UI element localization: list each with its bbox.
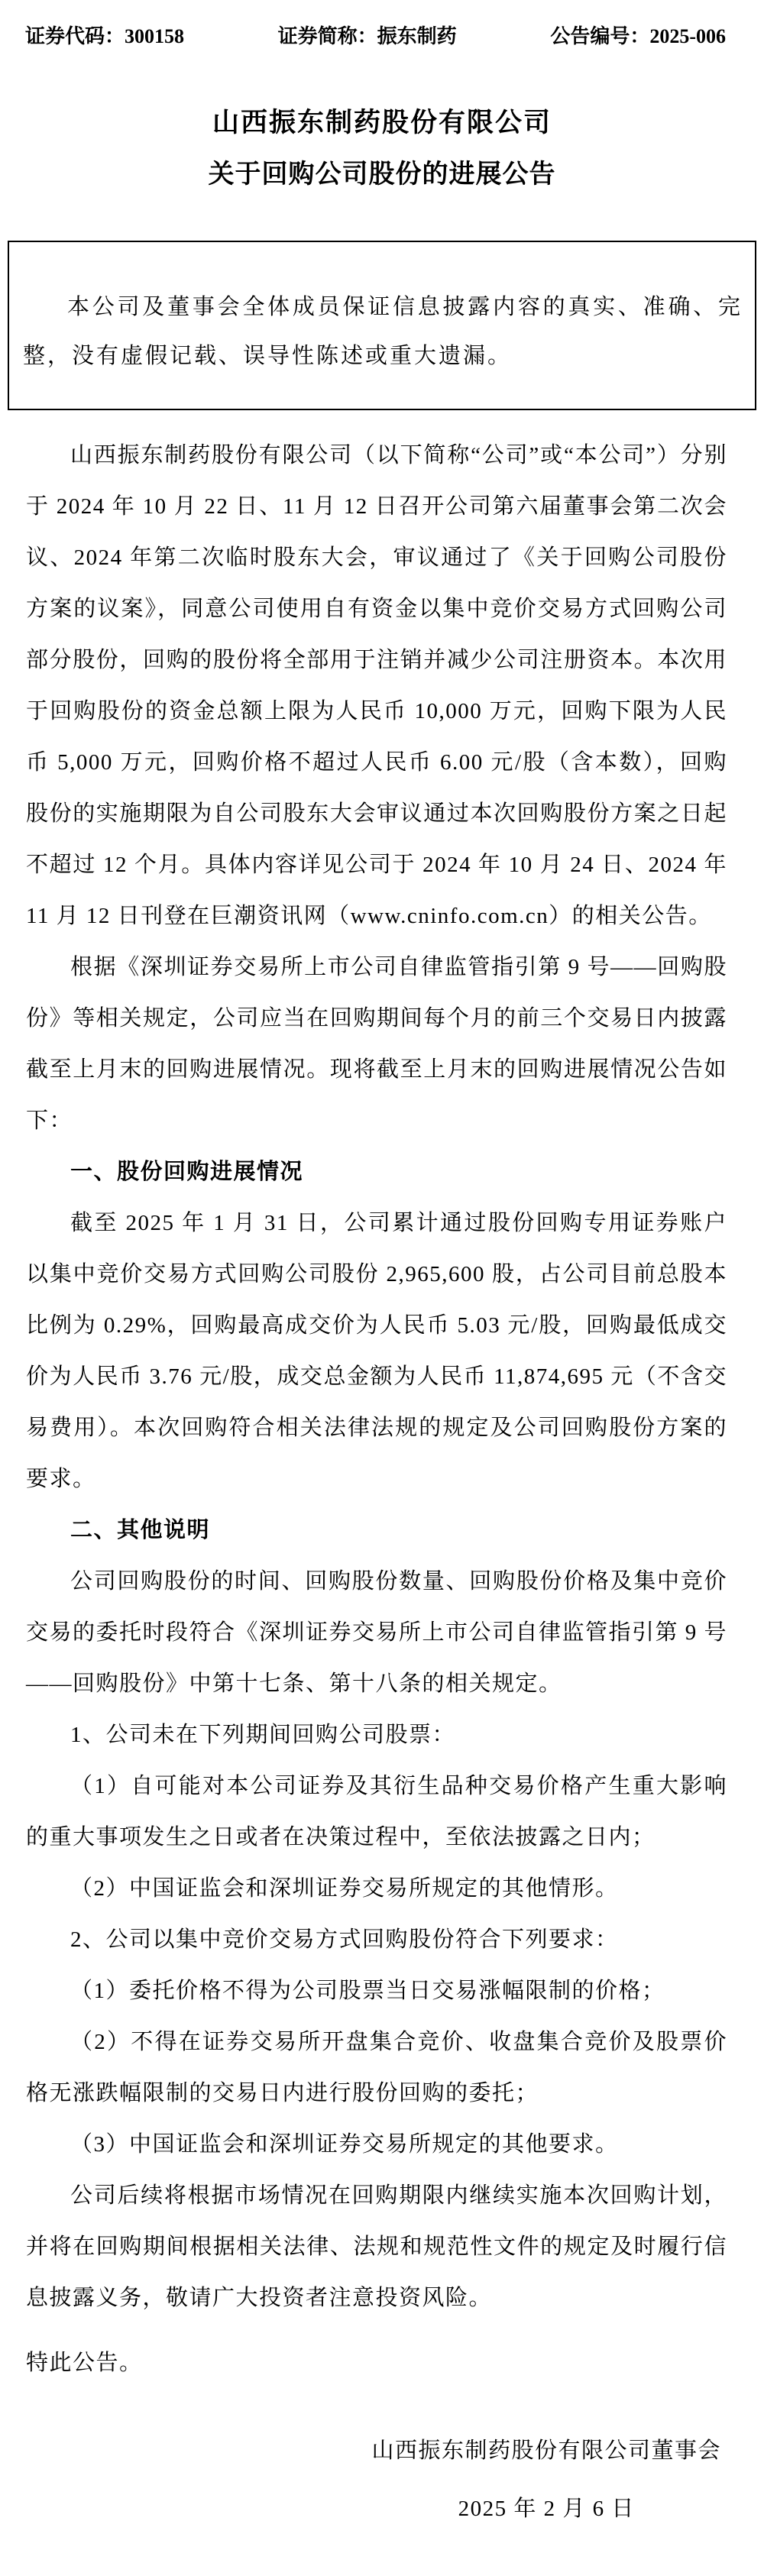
para-no-buyback-periods: 1、公司未在下列期间回购公司股票： — [70, 1723, 456, 1747]
section-heading-progress: 一、股份回购进展情况 — [70, 1160, 304, 1184]
para-bid-item-1: （1）委托价格不得为公司股票当日交易涨幅限制的价格； — [70, 1979, 665, 2003]
announcement-number: 公告编号：2025-006 — [550, 25, 726, 47]
document-body — [26, 430, 727, 2389]
para-future-plan: 公司后续将根据市场情况在回购期限内继续实施本次回购计划，并将在回购期间根据相关法律、法规和规范性文件的规定及时履行信息披露义务，敬请广大投资者注意投资风险。 — [26, 2183, 727, 2310]
para-bid-item-3: （3）中国证监会和深圳证券交易所规定的其他要求。 — [70, 2132, 619, 2157]
announcement-title: 关于回购公司股份的进展公告 — [208, 160, 556, 189]
para-buyback-approval: 山西振东制药股份有限公司（以下简称“公司”或“本公司”）分别于 2024 年 10 月 22 日、11 月 12 日召开公司第六届董事会第二次会议、2024 年第二次临时股东大会，审议通过了《关于回购公司股份方案的议案》，同意公司使用自有资金以集中竞价交易方式回购公司部分股份，回购的股份将全部用于注销并减少公司注册资本。本次用于回购股份的资金总额上限为人民币 10,000 万元，回购下限为人民币 5,000 万元，回购价格不超过人民币 6.00 元/股（含本数），回购股份的实施期限为自公司股东大会审议通过本次回购股份方案之日起不超过 12 个月。具体内容详见公司于 2024 年 10 月 24 日、2024 年 11 月 12 日刊登在巨潮资讯网（www.cninfo.com.cn）的相关公告。 — [26, 443, 727, 928]
stock-code: 证券代码：300158 — [25, 25, 185, 47]
company-title: 山西振东制药股份有限公司 — [212, 108, 552, 138]
para-buyback-progress: 截至 2025 年 1 月 31 日，公司累计通过股份回购专用证券账户以集中竞价交易方式回购公司股份 2,965,600 股，占公司目前总股本比例为 0.29%，回购最高成交价为人民币 5.03 元/股，回购最低成交价为人民币 3.76 元/股，成交总金额为人民币 11,874,695 元（不含交易费用）。本次回购符合相关法律法规的规定及公司回购股份方案的要求。 — [26, 1211, 727, 1491]
para-disclosure-rule: 根据《深圳证券交易所上市公司自律监管指引第 9 号——回购股份》等相关规定，公司应当在回购期间每个月的前三个交易日内披露截至上月末的回购进展情况。现将截至上月末的回购进展情况公告如下： — [26, 955, 727, 1133]
signature-company: 山西振东制药股份有限公司董事会 — [371, 2438, 721, 2463]
para-bid-requirements: 2、公司以集中竞价交易方式回购股份符合下列要求： — [70, 1927, 619, 1952]
document-header — [0, 0, 764, 47]
para-no-buyback-item-1: （1）自可能对本公司证券及其衍生品种交易价格产生重大影响的重大事项发生之日或者在决策过程中，至依法披露之日内； — [26, 1774, 727, 1849]
stock-name: 证券简称：振东制药 — [277, 25, 457, 47]
closing-statement: 特此公告。 — [26, 2351, 143, 2375]
signature-block — [371, 2438, 721, 2521]
disclaimer-text: 本公司及董事会全体成员保证信息披露内容的真实、准确、完整，没有虚假记载、误导性陈述或重大遗漏。 — [23, 295, 743, 368]
para-no-buyback-item-2: （2）中国证监会和深圳证券交易所规定的其他情形。 — [70, 1876, 619, 1901]
disclaimer-box — [8, 241, 756, 410]
para-compliance: 公司回购股份的时间、回购股份数量、回购股份价格及集中竞价交易的委托时段符合《深圳证券交易所上市公司自律监管指引第 9 号——回购股份》中第十七条、第十八条的相关规定。 — [26, 1569, 728, 1696]
para-bid-item-2: （2）不得在证券交易所开盘集合竞价、收盘集合竞价及股票价格无涨跌幅限制的交易日内进行股份回购的委托； — [26, 2030, 727, 2105]
signature-date: 2025 年 2 月 6 日 — [458, 2497, 635, 2521]
section-heading-other: 二、其他说明 — [70, 1518, 211, 1542]
